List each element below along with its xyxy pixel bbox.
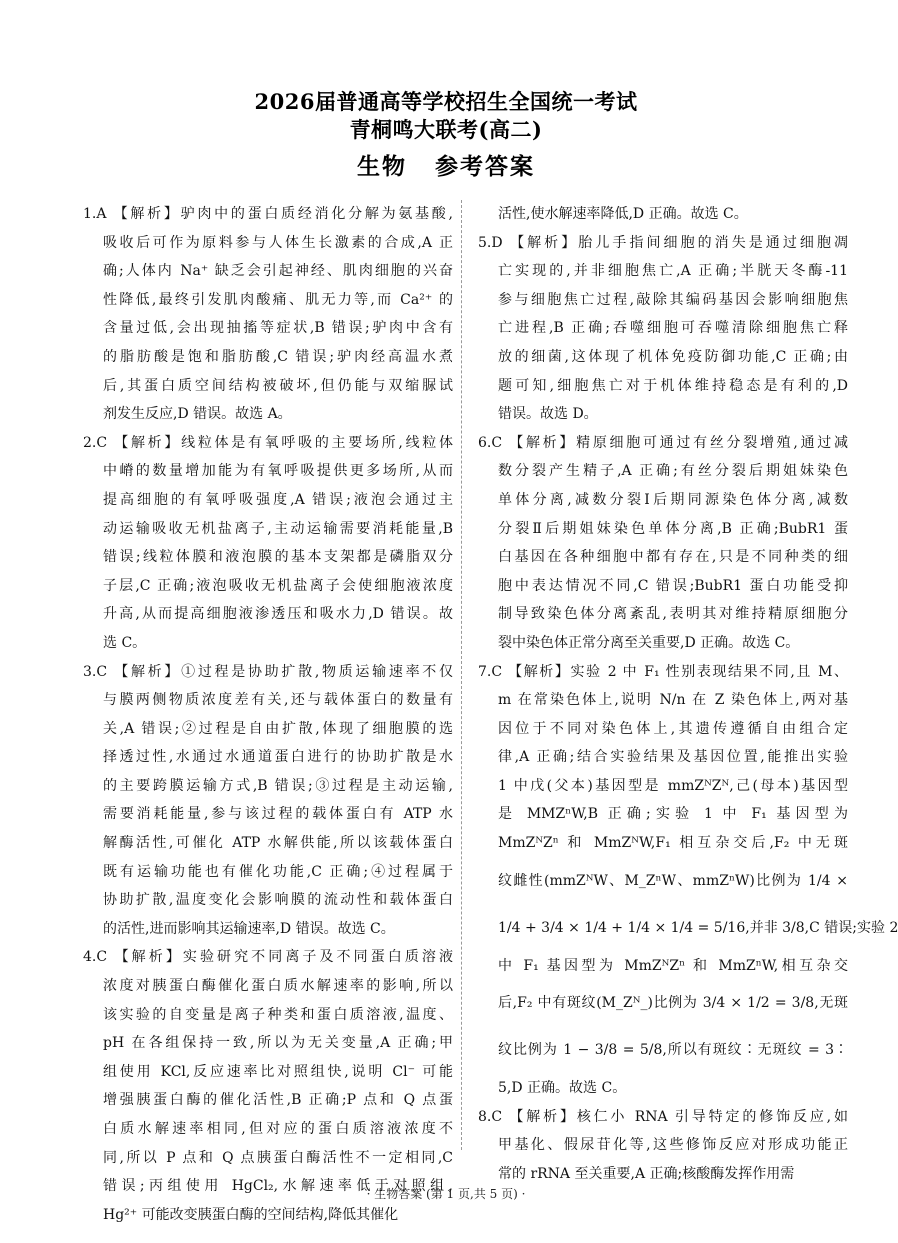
subject-label: 生物 [357,153,407,180]
text-line: 放的细菌,这体现了机体免疫防御功能,C 正确;由 [498,348,848,365]
text-line: 因位于不同对染色体上,其遗传遵循自由组合定 [498,720,848,737]
text-line: 1/4 + 3/4 × 1/4 + 1/4 × 1/4 = 5/16,并非 3/8,C 错误;实验 2 [498,919,898,936]
text-line: 8.C 【解析】核仁小 RNA 引导特定的修饰反应,如 [478,1108,848,1125]
text-line: 中嵴的数量增加能为有氧呼吸提供更多场所,从而 [103,463,453,480]
text-line: 4.C 【解析】实验研究不同离子及不同蛋白质溶液 [83,949,453,966]
text-line: 1 中戊(父本)基因型是 mmZᴺZᴺ,己(母本)基因型 [498,777,848,794]
text-line: 选 C。 [103,634,147,651]
text-line: 裂中染色体正常分离至关重要,D 正确。故选 C。 [498,634,800,651]
text-line: 参与细胞焦亡过程,敲除其编码基因会影响细胞焦 [498,291,848,308]
right-column [478,200,898,1189]
text-line: 提高细胞的有氧呼吸强度,A 错误;液泡会通过主 [103,491,453,508]
text-line: 确;人体内 Na⁺ 缺乏会引起神经、肌肉细胞的兴奋 [103,263,453,280]
text-line: 是 MMZⁿW,B 正确;实验 1 中 F₁ 基因型为 [498,806,848,823]
text-line: MmZᴺZⁿ 和 MmZᴺW,F₁ 相互杂交后,F₂ 中无斑 [498,835,848,852]
text-line: 胞中表达情况不同,C 错误;BubR1 蛋白功能受抑 [498,577,848,594]
text-line: 白基因在各种细胞中都有存在,只是不同种类的细 [498,549,848,566]
text-line: 子层,C 正确;液泡吸收无机盐离子会使细胞液浓度 [103,577,453,594]
text-line: 动运输吸收无机盐离子,主动运输需要消耗能量,B [103,520,453,537]
text-line: 数分裂产生精子,A 正确;有丝分裂后期姐妹染色 [498,463,848,480]
text-line: 亡实现的,并非细胞焦亡,A 正确;半胱天冬酶-11 [498,263,848,280]
text-line: 解酶活性,可催化 ATP 水解供能,所以该载体蛋白 [103,835,453,852]
exam-title: 2026届普通高等学校招生全国统一考试 [254,89,638,114]
text-line: 白质水解速率相同,但对应的蛋白质溶液浓度不 [103,1121,453,1137]
text-line: 中 F₁ 基因型为 MmZᴺZⁿ 和 MmZⁿW,相互杂交 [498,957,848,974]
text-line: 制导致染色体分离紊乱,表明其对维持精原细胞分 [498,606,848,623]
text-line: 的脂肪酸是饱和脂肪酸,C 错误;驴肉经高温水煮 [103,348,453,365]
text-line: 6.C 【解析】精原细胞可通过有丝分裂增殖,通过减 [478,434,848,451]
text-line: 升高,从而提高细胞液渗透压和吸水力,D 错误。故 [103,606,453,623]
text-line: 2.C 【解析】线粒体是有氧呼吸的主要场所,线粒体 [83,434,453,451]
text-line: 浓度对胰蛋白酶催化蛋白质水解速率的影响,所以 [103,978,453,995]
text-line: 吸收后可作为原料参与人体生长激素的合成,A 正 [103,234,453,251]
text-line: 与膜两侧物质浓度差有关,还与载体蛋白的数量有 [103,692,453,709]
text-line: 组使用 KCl,反应速率比对照组快,说明 Cl⁻ 可能 [103,1063,453,1080]
text-line: 5.D 【解析】胎儿手指间细胞的消失是通过细胞凋 [478,234,848,251]
text-line: 甲基化、假尿苷化等,这些修饰反应对形成功能正 [498,1137,848,1154]
text-line: 剂发生反应,D 错误。故选 A。 [103,406,292,423]
left-column [83,200,453,1229]
text-line: 性降低,最终引发肌肉酸痛、肌无力等,而 Ca²⁺ 的 [103,291,453,308]
text-line: 分裂Ⅱ后期姐妹染色单体分离,B 正确;BubR1 蛋 [498,520,848,537]
text-line: 既有运输功能也有催化功能,C 正确;④过程属于 [103,863,453,880]
text-line: 择透过性,水通过水通道蛋白进行的协助扩散是水 [103,749,453,766]
text-line: 纹比例为 1 − 3/8 = 5/8,所以有斑纹∶无斑纹 = 3∶ [498,1042,848,1059]
text-line: 活性,使水解速率降低,D 正确。故选 C。 [498,206,748,222]
text-line: Hg²⁺ 可能改变胰蛋白酶的空间结构,降低其催化 [103,1206,399,1223]
text-line: 错误;线粒体膜和液泡膜的基本支架都是磷脂双分 [103,549,453,566]
text-line: 需要消耗能量,参与该过程的载体蛋白有 ATP 水 [103,806,453,823]
text-line: 亡进程,B 正确;吞噬细胞可吞噬清除细胞焦亡释 [498,320,848,337]
text-line: 协助扩散,温度变化会影响膜的流动性和载体蛋白 [103,892,453,909]
text-line: 后,F₂ 中有斑纹(M_Zᴺ_)比例为 3/4 × 1/2 = 3/8,无斑 [498,995,848,1012]
text-line: 1.A 【解析】驴肉中的蛋白质经消化分解为氨基酸, [83,206,453,222]
text-line: 的主要跨膜运输方式,B 错误;③过程是主动运输, [103,777,453,794]
text-line: 含量过低,会出现抽搐等症状,B 错误;驴肉中含有 [103,320,453,337]
text-line: 错误。故选 D。 [498,406,598,423]
text-line: 律,A 正确;结合实验结果及基因位置,能推出实验 [498,749,848,766]
text-line: 题可知,细胞焦亡对于机体维持稳态是有利的,D [498,377,848,394]
answer-key-label: 参考答案 [435,153,535,180]
text-line: 同,所以 P 点和 Q 点胰蛋白酶活性不一定相同,C [103,1149,453,1166]
text-line: 的活性,进而影响其运输速率,D 错误。故选 C。 [103,920,395,937]
answer-heading [0,148,892,181]
text-line: 单体分离,减数分裂Ⅰ后期同源染色体分离,减数 [498,491,848,508]
text-line: pH 在各组保持一致,所以为无关变量,A 正确;甲 [103,1035,453,1052]
text-line: 增强胰蛋白酶的催化活性,B 正确;P 点和 Q 点蛋 [103,1092,453,1109]
text-line: 错误;丙组使用 HgCl₂,水解速率低于对照组, [103,1178,453,1195]
text-line: m 在常染色体上,说明 N/n 在 Z 染色体上,两对基 [498,692,848,709]
column-divider [461,200,462,1150]
text-line: 关,A 错误;②过程是自由扩散,体现了细胞膜的选 [103,720,453,737]
text-line: 常的 rRNA 至关重要,A 正确;核酸酶发挥作用需 [498,1166,795,1183]
page-footer: · 生物答案 (第 1 页,共 5 页) · [366,1187,526,1201]
text-line: 7.C 【解析】实验 2 中 F₁ 性别表现结果不同,且 M、 [478,663,848,680]
text-line: 纹雌性(mmZᴺW、M_ZⁿW、mmZⁿW)比例为 1/4 × [498,872,848,889]
exam-subtitle: 青桐鸣大联考(高二) [349,117,543,142]
text-line: 5,D 正确。故选 C。 [498,1080,627,1097]
text-line: 该实验的自变量是离子种类和蛋白质溶液,温度、 [103,1006,453,1023]
text-line: 后,其蛋白质空间结构被破坏,但仍能与双缩脲试 [103,377,453,394]
text-line: 3.C 【解析】①过程是协助扩散,物质运输速率不仅 [83,663,453,680]
